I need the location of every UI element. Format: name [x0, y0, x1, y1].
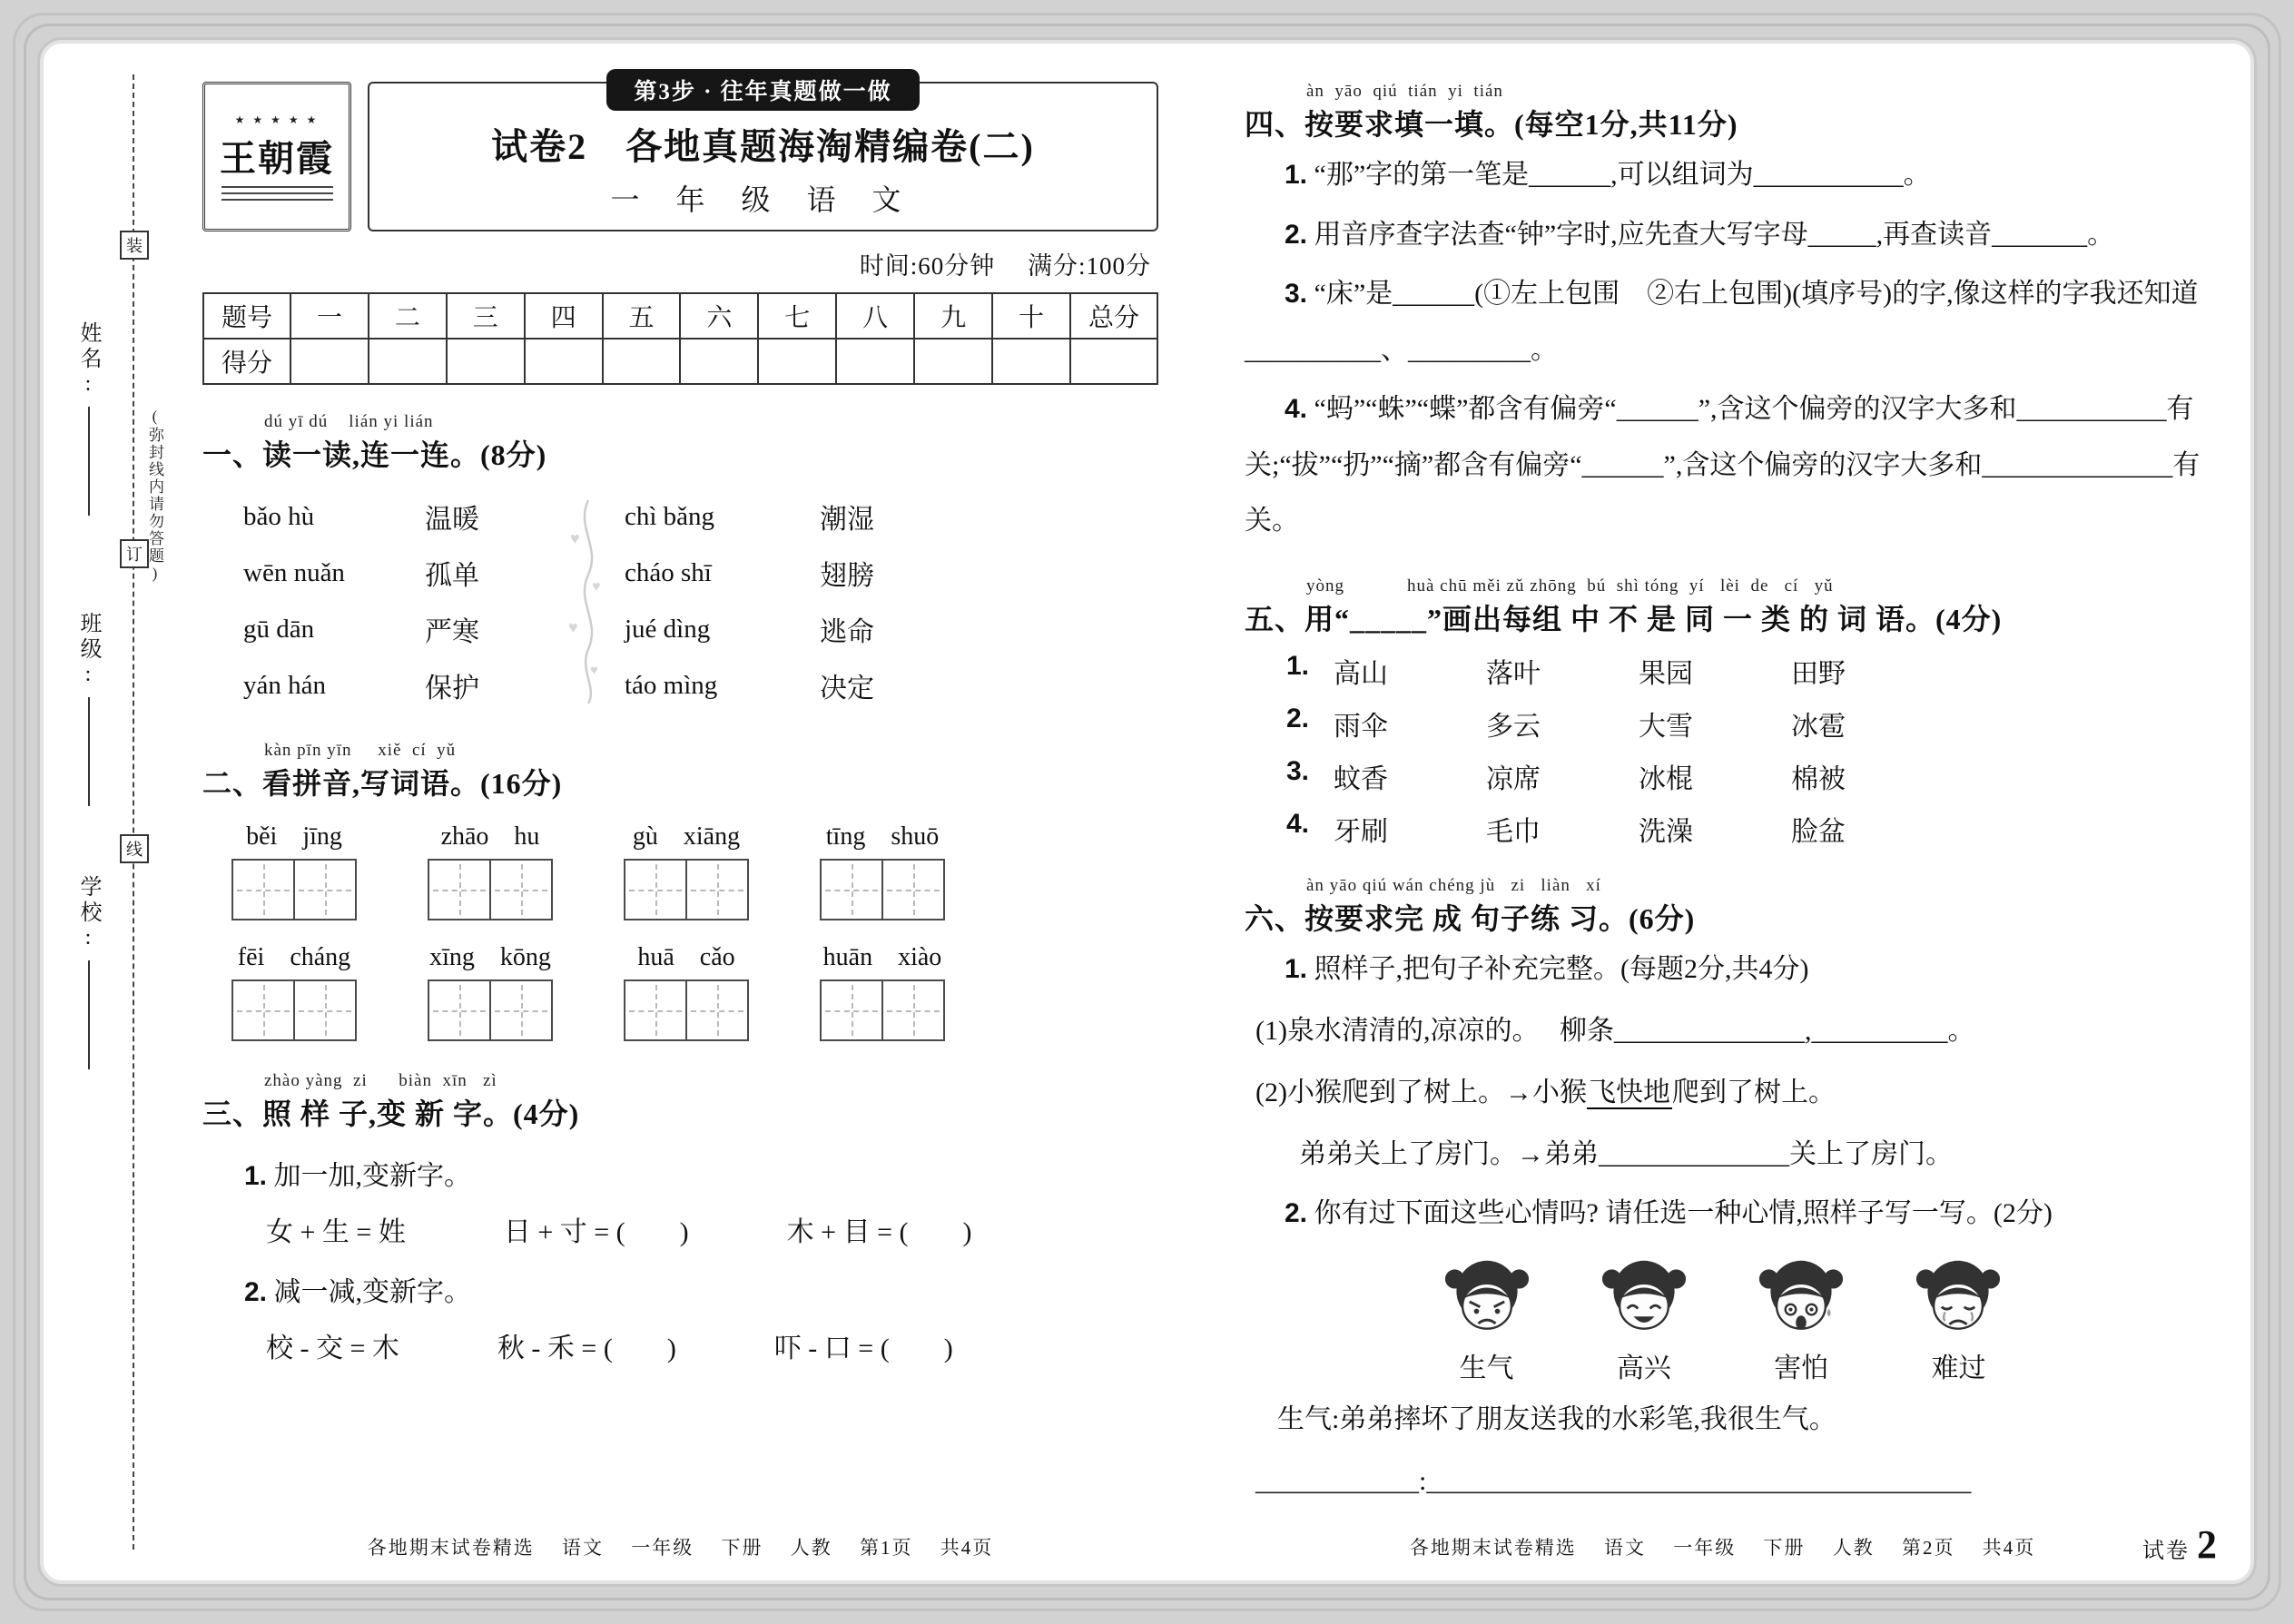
score-empty-cell — [525, 339, 603, 384]
word: 毛巾 — [1486, 816, 1541, 847]
section-6 — [1245, 876, 2200, 1509]
time-score-line: 时间:60分钟 满分:100分 — [859, 252, 1151, 280]
match-word: 温暖 — [425, 505, 479, 535]
score-empty-cell — [447, 339, 525, 384]
right-column — [1245, 76, 2217, 1570]
question-item — [1245, 381, 2200, 549]
write-cell — [429, 981, 489, 1039]
item-text: 用音序查字法查“钟”字时,应先查大写字母_____,再查读音_______。 — [1314, 219, 2115, 250]
sad-face-icon — [1915, 1256, 2002, 1343]
section-2 — [202, 741, 1158, 1044]
write-cell — [489, 981, 551, 1039]
item-number: 1. — [244, 1161, 268, 1191]
score-empty-cell — [680, 339, 758, 384]
matching-exercise — [243, 488, 1158, 714]
score-table-score-row — [203, 339, 1157, 384]
step-banner: 第3步 · 往年真题做一做 — [606, 69, 919, 111]
corner-page-label — [2142, 1521, 2217, 1568]
exam-page — [44, 44, 2250, 1580]
seal-rail — [67, 67, 185, 1557]
section-4-heading: 四、按要求填一填。(每空1分,共11分) — [1245, 108, 1738, 141]
write-cell — [233, 981, 293, 1039]
class-blank-line — [88, 697, 90, 806]
section-3-sub1-items — [266, 1209, 1158, 1249]
title-box — [368, 82, 1158, 231]
svg-text:♥: ♥ — [570, 529, 580, 547]
binding-stamp — [120, 834, 149, 863]
word: 田野 — [1791, 658, 1846, 689]
paper-subtitle: 一 年 级 语 文 — [610, 183, 916, 216]
pinyin-label: zhāo hu — [440, 822, 540, 851]
section-3 — [202, 1071, 1158, 1365]
svg-text:♥: ♥ — [568, 618, 578, 636]
section-1 — [202, 412, 1158, 714]
write-cell — [233, 861, 293, 919]
write-box — [624, 859, 749, 920]
match-pinyin: gū dān — [243, 614, 315, 644]
item-text: 照样子,把句子补充完整。(每题2分,共4分) — [1314, 953, 1809, 984]
match-pinyin: chì bǎng — [625, 501, 715, 531]
name-blank-line — [88, 407, 90, 516]
section-5-pinyin: yòng huà chū měi zǔ zhōng bú shì tóng yí lèi de cí yǔ — [1306, 576, 1834, 595]
match-pinyin: yán hán — [243, 670, 326, 700]
svg-text:♥: ♥ — [590, 664, 598, 678]
match-word: 孤单 — [425, 561, 479, 591]
pinyin-label: gù xiāng — [632, 822, 741, 851]
section-4 — [1245, 82, 2200, 549]
write-cell — [881, 861, 943, 919]
write-box — [624, 979, 749, 1041]
name-label: 姓名: — [76, 321, 100, 399]
writebox-group — [624, 943, 749, 1044]
emotion-faces-row — [1433, 1256, 2013, 1385]
char-equation: 吓 - 口 = ( ) — [773, 1334, 953, 1363]
writebox-group — [428, 822, 553, 923]
angry-face-icon — [1443, 1256, 1531, 1343]
score-header-cell: 二 — [369, 293, 447, 339]
match-pinyin: jué dìng — [625, 614, 711, 644]
writebox-group — [231, 943, 357, 1044]
score-header-cell: 六 — [680, 293, 758, 339]
school-blank-line — [88, 960, 90, 1069]
char-equation: 校 - 交 = 木 — [266, 1334, 399, 1363]
writebox-group — [820, 822, 945, 923]
write-box — [428, 979, 553, 1041]
binding-stamp — [120, 231, 149, 260]
char-equation: 女 + 生 = 姓 — [266, 1217, 406, 1247]
write-box — [820, 859, 945, 920]
item-number: 2. — [244, 1277, 268, 1307]
paper-header — [202, 82, 1158, 231]
svg-text:♥: ♥ — [592, 579, 601, 595]
writebox-row — [231, 822, 1158, 923]
section-1-pinyin: dú yī dú lián yi lián — [264, 412, 434, 431]
item-text: “床”是______(①左上包围 ②右上包围)(填序号)的字,像这样的字我还知道__________、_________。 — [1245, 279, 2199, 365]
logo-name: 王朝霞 — [220, 137, 334, 179]
word: 蚊香 — [1334, 763, 1388, 794]
item-text: 减一减,变新字。 — [273, 1277, 472, 1307]
item-number: 2. — [1286, 703, 1310, 733]
section-2-heading: 二、看拼音,写词语。(16分) — [202, 767, 563, 800]
class-field — [73, 612, 104, 806]
section-4-pinyin: àn yāo qiú tián yi tián — [1306, 82, 1503, 101]
section-3-sub2 — [244, 1269, 1158, 1309]
score-header-cell: 三 — [447, 293, 525, 339]
answer-blank-line: ____________:________________________________________ — [1255, 1465, 1972, 1496]
pinyin-label: xīng kōng — [429, 943, 551, 971]
writebox-group — [231, 822, 357, 923]
write-cell — [489, 861, 551, 919]
item-text: 你有过下面这些心情吗? 请任选一种心情,照样子写一写。(2分) — [1314, 1198, 2053, 1228]
question-item — [1245, 1186, 2200, 1242]
sentence-pre: (2)小猴爬到了树上。→小猴 — [1255, 1078, 1587, 1107]
writebox-group — [624, 822, 749, 923]
stamp-char: 线 — [126, 841, 143, 859]
score-empty-cell — [369, 339, 447, 384]
emotion-face — [1590, 1256, 1698, 1385]
write-cell — [625, 981, 685, 1039]
footer-right: 各地期末试卷精选 语文 一年级 下册 人教 第2页 共4页 — [1409, 1537, 2036, 1559]
item-text: “蚂”“蛛”“蝶”都含有偏旁“______”,含这个偏旁的汉字大多和___________有关;“拔”“扔”“摘”都含有偏旁“______”,含这个偏旁的汉字大多和______________有关。 — [1245, 394, 2200, 536]
score-empty-cell — [603, 339, 681, 384]
write-box — [231, 859, 357, 920]
seal-dashed-line — [133, 74, 134, 1550]
paper-title: 试卷2 各地真题海淘精编卷(二) — [491, 126, 1035, 167]
corner-page-number: 2 — [2197, 1522, 2217, 1567]
char-equation: 木 + 目 = ( ) — [786, 1217, 972, 1247]
face-label: 害怕 — [1774, 1353, 1829, 1383]
item-text: “那”字的第一笔是______,可以组词为___________。 — [1314, 160, 1931, 190]
score-header-cell: 题号 — [203, 293, 290, 339]
question-item — [1245, 207, 2200, 263]
match-word: 决定 — [820, 674, 874, 704]
item-number: 3. — [1286, 755, 1310, 786]
score-header-cell: 十 — [992, 293, 1070, 339]
stamp-char: 装 — [126, 237, 143, 255]
score-empty-cell — [836, 339, 914, 384]
word: 雨伞 — [1334, 711, 1388, 742]
match-word: 潮湿 — [820, 505, 874, 535]
emotion-face — [1433, 1256, 1541, 1385]
sentence-post: 爬到了树上。 — [1671, 1078, 1836, 1107]
match-word: 逃命 — [820, 617, 874, 647]
question-item — [1245, 941, 2200, 998]
score-header-cell: 一 — [290, 293, 369, 339]
section-5 — [1245, 576, 2200, 849]
example-sentence: 生气:弟弟摔坏了朋友送我的水彩笔,我很生气。 — [1277, 1403, 1836, 1434]
stamp-char: 订 — [126, 546, 143, 564]
word: 棉被 — [1791, 763, 1846, 794]
item-number: 4. — [1285, 394, 1308, 424]
left-column — [202, 76, 1158, 1570]
word: 脸盆 — [1791, 816, 1846, 847]
match-pinyin: bǎo hù — [243, 501, 315, 531]
word: 果园 — [1639, 658, 1693, 689]
score-table-header-row — [203, 293, 1157, 339]
item-number: 2. — [1285, 1198, 1308, 1228]
score-empty-cell — [914, 339, 992, 384]
score-header-cell: 四 — [525, 293, 603, 339]
item-number: 1. — [1285, 160, 1308, 190]
pinyin-label: běi jīng — [246, 822, 342, 851]
seal-note: (弥封线内请勿答题) — [146, 408, 163, 584]
score-row-label: 得分 — [203, 339, 290, 384]
writebox-group — [428, 943, 553, 1044]
underlined-word: 飞快地 — [1588, 1078, 1670, 1107]
section-6-heading: 六、按要求完 成 句子练 习。(6分) — [1245, 901, 1696, 935]
corner-label-text: 试卷 — [2142, 1540, 2190, 1563]
question-item — [1245, 147, 2200, 203]
score-header-cell: 七 — [758, 293, 836, 339]
match-word: 保护 — [425, 674, 479, 704]
logo-stars-icon: ★ ★ ★ ★ ★ — [234, 113, 320, 126]
section-3-heading: 三、照 样 子,变 新 字。(4分) — [202, 1097, 580, 1130]
footer-left: 各地期末试卷精选 语文 一年级 下册 人教 第1页 共4页 — [367, 1537, 994, 1559]
score-header-cell: 总分 — [1070, 293, 1157, 339]
class-label: 班级: — [76, 612, 100, 690]
word: 落叶 — [1486, 658, 1541, 689]
match-pinyin: táo mìng — [625, 670, 718, 700]
face-label: 难过 — [1931, 1353, 1986, 1383]
section-3-sub2-items — [266, 1325, 1158, 1365]
write-cell — [822, 861, 881, 919]
item-number: 1. — [1286, 650, 1310, 681]
logo-waves-icon — [222, 184, 333, 201]
item-text: 加一加,变新字。 — [273, 1161, 472, 1191]
write-cell — [881, 981, 943, 1039]
write-cell — [822, 981, 881, 1039]
section-5-heading: 五、用“_____”画出每组 中 不 是 同 一 类 的 词 语。(4分) — [1245, 602, 2003, 635]
word: 牙刷 — [1334, 816, 1388, 847]
pinyin-label: tīng shuō — [825, 822, 940, 851]
word: 冰棍 — [1639, 763, 1693, 794]
pinyin-label: huā cǎo — [637, 943, 735, 971]
match-word: 严寒 — [425, 617, 479, 647]
write-box — [820, 979, 945, 1041]
sentence-line: 弟弟关上了房门。→弟弟______________关上了房门。 — [1299, 1139, 1953, 1169]
write-cell — [685, 981, 747, 1039]
write-cell — [293, 981, 355, 1039]
match-pinyin: wēn nuǎn — [243, 557, 345, 587]
section-1-heading: 一、读一读,连一连。(8分) — [202, 438, 547, 471]
emotion-face — [1747, 1256, 1856, 1385]
face-label: 高兴 — [1616, 1353, 1671, 1383]
happy-face-icon — [1600, 1256, 1688, 1343]
word: 洗澡 — [1639, 816, 1693, 847]
write-box — [428, 859, 553, 920]
name-field — [73, 321, 104, 516]
write-cell — [429, 861, 489, 919]
score-table — [202, 292, 1158, 385]
write-cell — [625, 861, 685, 919]
item-number: 4. — [1286, 808, 1310, 839]
word-row — [1286, 809, 2200, 849]
writebox-group — [820, 943, 945, 1044]
scared-face-icon — [1757, 1256, 1845, 1343]
match-pinyin: cháo shī — [625, 557, 712, 587]
word: 凉席 — [1486, 763, 1541, 794]
school-label: 学校: — [76, 875, 100, 953]
item-number: 3. — [1285, 279, 1308, 309]
score-empty-cell — [290, 339, 369, 384]
score-empty-cell — [1070, 339, 1157, 384]
sentence-line — [1255, 1066, 2200, 1120]
match-word: 翅膀 — [820, 561, 874, 591]
section-3-sub1 — [244, 1153, 1158, 1193]
write-cell — [293, 861, 355, 919]
writebox-row — [231, 943, 1158, 1044]
item-number: 1. — [1285, 953, 1308, 984]
score-empty-cell — [992, 339, 1070, 384]
score-header-cell: 八 — [836, 293, 914, 339]
brand-logo — [202, 82, 351, 231]
word-row — [1286, 756, 2200, 796]
word: 大雪 — [1639, 711, 1693, 742]
pinyin-label: huān xiào — [822, 943, 942, 971]
char-equation: 秋 - 禾 = ( ) — [497, 1334, 676, 1363]
section-3-pinyin: zhào yàng zi biàn xīn zì — [264, 1071, 497, 1090]
word: 高山 — [1334, 658, 1388, 689]
face-label: 生气 — [1459, 1353, 1514, 1383]
school-field — [73, 875, 104, 1069]
question-item — [1245, 266, 2200, 378]
sentence-line: (1)泉水清清的,凉凉的。 柳条______________,__________。 — [1255, 1016, 1975, 1046]
word-row — [1286, 651, 2200, 691]
char-equation: 日 + 寸 = ( ) — [503, 1217, 689, 1247]
section-6-pinyin: àn yāo qiú wán chéng jù zi liàn xí — [1306, 875, 1601, 895]
item-number: 2. — [1285, 219, 1308, 250]
word: 多云 — [1486, 711, 1541, 742]
score-empty-cell — [758, 339, 836, 384]
vine-divider-icon — [552, 497, 625, 705]
score-header-cell: 五 — [603, 293, 681, 339]
write-cell — [685, 861, 747, 919]
section-2-pinyin: kàn pīn yīn xiě cí yǔ — [264, 741, 457, 760]
write-box — [231, 979, 357, 1041]
score-header-cell: 九 — [914, 293, 992, 339]
pinyin-label: fēi cháng — [237, 943, 351, 971]
emotion-face — [1904, 1256, 2013, 1385]
word: 冰雹 — [1791, 711, 1846, 742]
word-row — [1286, 704, 2200, 743]
